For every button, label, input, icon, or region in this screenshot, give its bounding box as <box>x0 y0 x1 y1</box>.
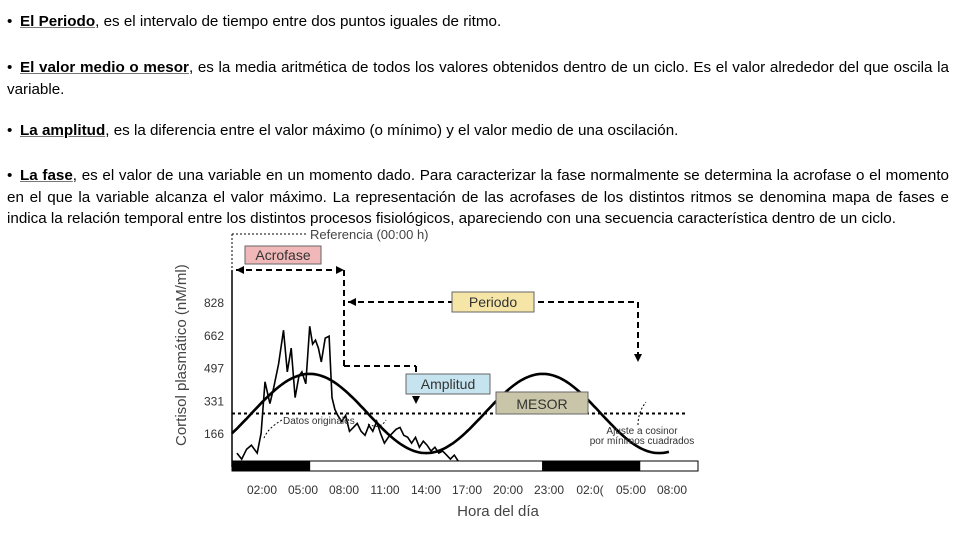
bullet-icon: • <box>7 167 13 184</box>
paragraph-periodo <box>7 11 501 33</box>
bullet-icon: • <box>7 13 13 30</box>
arrow-down-icon <box>412 396 420 404</box>
definition-amplitud: es la diferencia entre el valor máximo (o mínimo) y el valor medio de una oscilación. <box>109 122 679 139</box>
definition-periodo: es el intervalo de tiempo entre dos puntos iguales de ritmo. <box>99 13 502 30</box>
x-tick-labels <box>247 483 687 497</box>
bullet-icon: • <box>7 122 13 139</box>
x-tick-label: 08:00 <box>328 483 360 497</box>
separator: , <box>105 122 110 139</box>
acrofase-label: Acrofase <box>255 247 311 263</box>
arrow-right-icon <box>336 266 344 274</box>
definition-mesor: es la media aritmética de todos los valores obtenidos dentro de un ciclo. Es el valor alrededor del que oscila la variable. <box>7 59 949 98</box>
separator: , <box>72 167 78 184</box>
separator: , <box>95 13 100 30</box>
x-axis-label: Hora del día <box>457 503 539 520</box>
y-tick-label: 166 <box>203 427 224 442</box>
day-night-bar <box>232 461 698 471</box>
ajuste-label-line2: por mínimos cuadrados <box>589 436 695 447</box>
mesor-label: MESOR <box>516 396 568 412</box>
cortisol-rhythm-figure <box>168 220 718 520</box>
datos-originales-label: Datos originales <box>283 416 355 427</box>
x-tick-label: 02:0( <box>576 483 604 497</box>
x-tick-label: 23:00 <box>533 483 565 497</box>
term-periodo: El Periodo <box>20 13 96 30</box>
reference-label: Referencia (00:00 h) <box>310 227 429 242</box>
periodo-label: Periodo <box>468 294 518 310</box>
term-amplitud: La amplitud <box>20 122 106 139</box>
x-tick-label: 20:00 <box>492 483 524 497</box>
datos-pointer <box>264 420 282 438</box>
y-axis-label: Cortisol plasmático (nM/ml) <box>173 264 190 446</box>
y-tick-label: 331 <box>203 394 224 409</box>
y-tick-label: 662 <box>203 328 224 343</box>
separator: , <box>188 59 194 76</box>
day-night-segment <box>232 461 310 471</box>
definition-fase: es el valor de una variable en un momento dado. Para caracterizar la fase normalmente se determina la acrofase o el momento en el que la variable alcanza el valor máximo. La representación de las acrofases de los distintos ritmos se denomina mapa de fases e indica la relación temporal entre los distintos procesos fisiológicos, apareciendo con una secuencia característica dentro de un ciclo. <box>7 167 949 227</box>
paragraph-amplitud <box>7 120 678 142</box>
x-tick-label: 05:00 <box>287 483 319 497</box>
day-night-segment <box>310 461 543 471</box>
x-tick-label: 08:00 <box>656 483 688 497</box>
arrow-left-icon <box>236 266 244 274</box>
paragraph-mesor <box>7 57 949 100</box>
y-tick-label: 828 <box>203 295 224 310</box>
x-tick-label: 02:00 <box>246 483 278 497</box>
bullet-icon: • <box>7 59 13 76</box>
arrow-down-icon <box>634 354 642 362</box>
arrow-left-icon <box>348 298 356 306</box>
x-tick-label: 05:00 <box>615 483 647 497</box>
amplitud-label: Amplitud <box>420 376 476 392</box>
term-fase: La fase <box>20 167 73 184</box>
term-mesor: El valor medio o mesor <box>20 59 189 76</box>
x-tick-label: 17:00 <box>451 483 483 497</box>
y-tick-label: 497 <box>203 361 224 376</box>
ajuste-label-line1: Ajuste a cosinor <box>606 426 678 437</box>
y-tick-labels <box>204 296 224 441</box>
x-tick-label: 11:00 <box>370 483 400 497</box>
day-night-segment <box>543 461 640 471</box>
day-night-segment <box>640 461 698 471</box>
x-tick-label: 14:00 <box>410 483 442 497</box>
